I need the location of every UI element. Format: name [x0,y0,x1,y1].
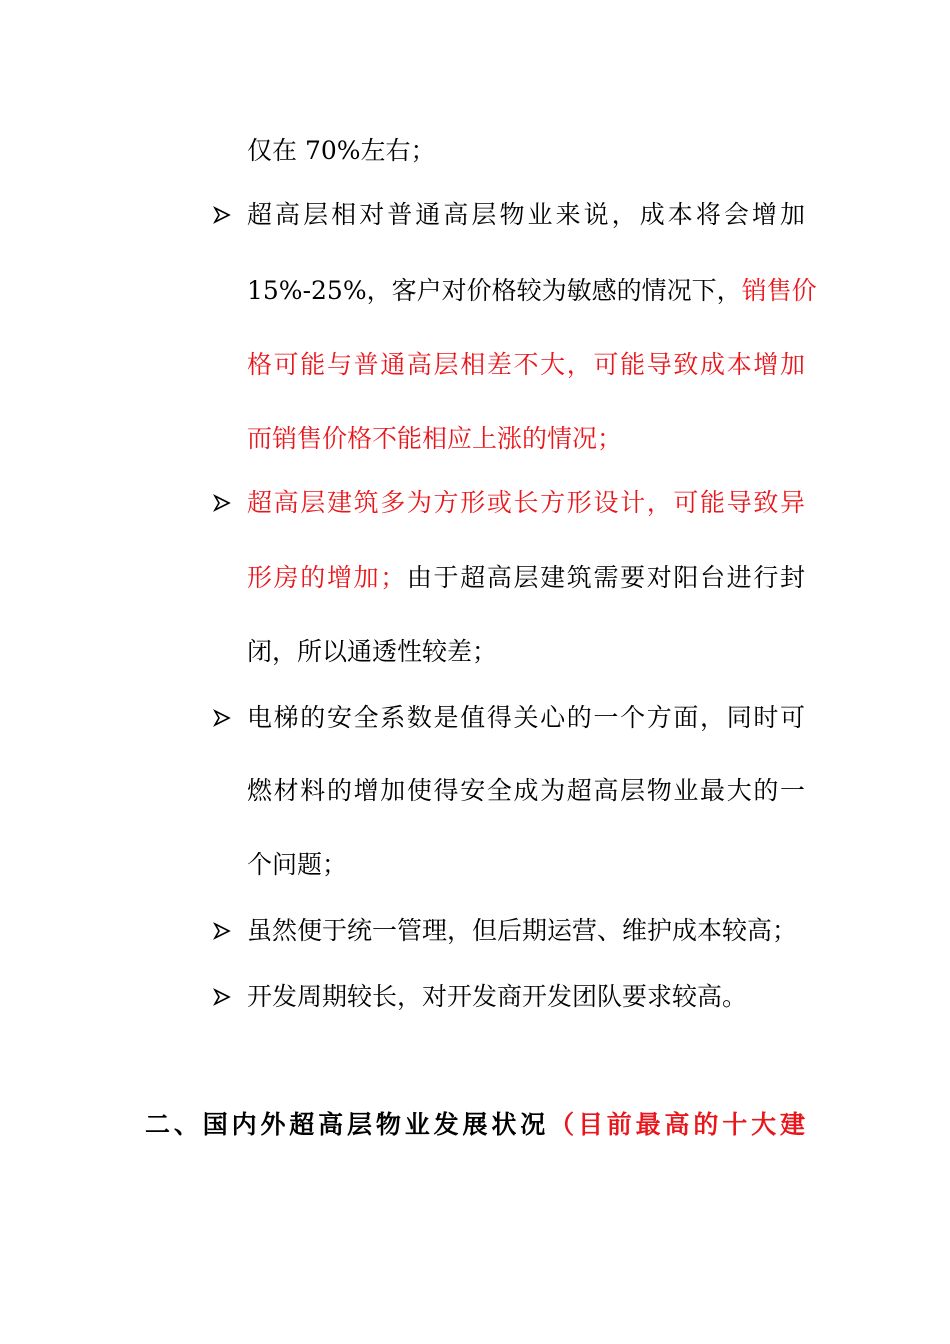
text-span: 由于超高层建筑需要对阳台进行封 [405,563,805,592]
text-line [247,982,747,1012]
text-span: 15%-25%，客户对价格较为敏感的情况下， [247,276,742,305]
text-line [247,563,805,593]
text-line [247,200,805,230]
text-span: 超高层相对普通高层物业来说，成本将会增加 [247,200,805,229]
text-span: 电梯的安全系数是值得关心的一个方面，同时可 [247,703,805,732]
arrowhead-bullet-icon [213,709,231,727]
highlight-text: 形房的增加； [247,563,406,592]
text-span: 仅在 70%左右； [247,136,436,165]
arrowhead-bullet-icon [213,922,231,940]
text-line [247,276,817,306]
arrowhead-bullet-icon [213,494,231,512]
highlight-text: 而销售价格不能相应上涨的情况； [247,424,623,453]
text-line [247,136,436,166]
highlight-text: 超高层建筑多为方形或长方形设计，可能导致异 [247,488,805,517]
arrowhead-bullet-icon [213,206,231,224]
text-span: 燃材料的增加使得安全成为超高层物业最大的一 [247,776,805,805]
text-line [247,850,347,880]
highlight-line [247,488,805,518]
section-heading [145,1108,805,1142]
highlight-line [247,424,622,454]
heading-text: 二、国内外超高层物业发展状况 [145,1110,550,1139]
heading-highlight: （目前最高的十大建 [549,1110,805,1139]
text-line [247,916,797,946]
arrowhead-bullet-icon [213,988,231,1006]
highlight-text: 销售价 [741,276,817,305]
text-line [247,637,497,667]
text-span: 开发周期较长，对开发商开发团队要求较高。 [247,982,748,1011]
text-line [247,703,805,733]
highlight-line [247,350,805,380]
text-span: 虽然便于统一管理，但后期运营、维护成本较高； [247,916,798,945]
highlight-text: 格可能与普通高层相差不大，可能导致成本增加 [247,350,805,379]
text-span: 闭，所以通透性较差； [247,637,498,666]
text-span: 个问题； [247,850,348,879]
text-line [247,776,805,806]
